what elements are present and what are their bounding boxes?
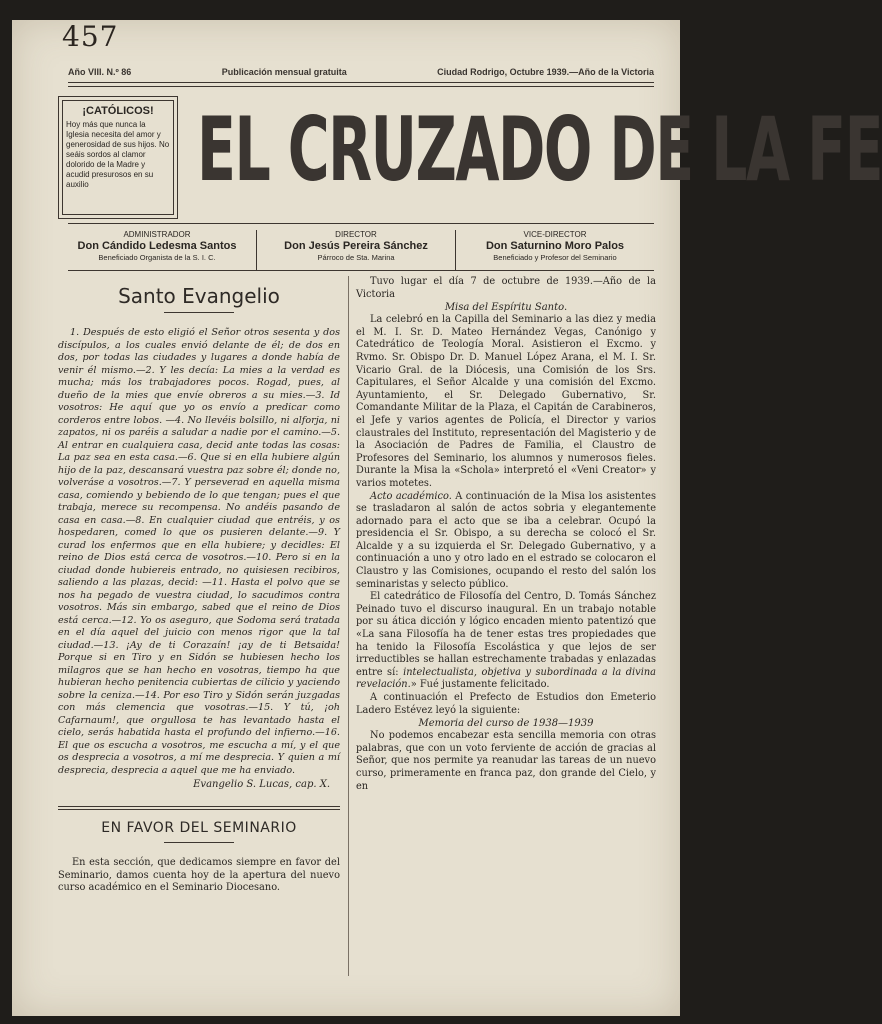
right-column	[356, 276, 656, 793]
mass-paragraph: La celebró en la Capilla del Seminario a las diez y media el M. I. Sr. D. Mateo Hernández Vegas, Canónigo y Catedrático de Teología Moral. Asistieron el Excmo. y Rvmo. Sr. Obispo Dr. D. Manuel López Arana, el M. I. Sr. Vicario Gral. de la Diócesis, una Comisión de los Srs. Capitulares, el Señor Alcalde y una comisión del Excmo. Ayuntamiento, el Sr. Delegado Gubernativo, Sr. Comandante Militar de la Plaza, el Capitán de Carabineros, el Jefe y varios agentes de Policía, el Director y varios claustrales del Instituto, representación del Magisterio y de la Asociación de Padres de Familia, el Claustro de Profesores del Seminario, los alumnos y numerosos fieles. Durante la Misa la «Schola» interpretó el «Veni Creator» y varios motetes.	[356, 314, 656, 489]
staff-desc: Párroco de Sta. Marina	[317, 253, 395, 262]
memoria-heading: Memoria del curso de 1938—1939	[418, 718, 594, 730]
issue-date: Ciudad Rodrigo, Octubre 1939.—Año de la Victoria	[437, 67, 654, 77]
left-column	[58, 276, 340, 895]
staff-top-rule	[68, 223, 654, 224]
gospel-title: Santo Evangelio	[118, 284, 280, 308]
publication-type: Publicación mensual gratuita	[221, 67, 347, 77]
staff-vice-director	[455, 230, 654, 270]
staff-role: ADMINISTRADOR	[123, 230, 191, 239]
staff-bottom-rule	[68, 270, 654, 271]
header-rule	[68, 82, 654, 83]
masthead-title: EL CRUZADO DE LA FE	[197, 98, 882, 201]
memoria-paragraph: No podemos encabezar esta sencilla memoria con otras palabras, que con un voto ferviente de acción de gracias al Señor, que nos permite ya reanudar las tareas de un nuevo curso, primeramente en franca paz, don grande del Cielo, y en	[356, 730, 656, 792]
notice-body: Hoy más que nunca la Iglesia necesita del amor y generosidad de sus hijos. No seáis sordos al clamor dolorido de la Madre y acudid presurosos en su auxilio	[66, 120, 170, 189]
header-rule-thin	[68, 86, 654, 87]
philosophy-paragraph	[356, 591, 656, 692]
philosophy-text-a: El catedrático de Filosofía del Centro, D. Tomás Sánchez Peinado tuvo el discurso inaugural. En un trabajo notable por su ática dicción y lógico encaden miento patentizó que «La sana Filosofía ha de tener estas tres propiedades que ha tenido la Filosofía Escolástica y que lejos de ser irreductibles se hallan estrechamente trabadas y enlazadas entre sí:	[356, 591, 656, 678]
staff-name: Don Cándido Ledesma Santos	[77, 240, 237, 252]
staff-name: Don Saturnino Moro Palos	[485, 240, 625, 252]
staff-director	[256, 230, 455, 270]
seminary-text: En esta sección, que dedicamos siempre en favor del Seminario, damos cuenta hoy de la apertura del nuevo curso académico en el Seminario Diocesano.	[58, 857, 340, 894]
section-double-rule	[58, 806, 340, 810]
staff-row	[58, 230, 654, 270]
staff-name: Don Jesús Pereira Sánchez	[284, 240, 428, 252]
handwritten-page-number: 457	[62, 20, 119, 53]
mass-heading: Misa del Espíritu Santo.	[444, 302, 568, 314]
prefect-paragraph: A continuación el Prefecto de Estudios don Emeterio Ladero Estévez leyó la siguiente:	[356, 692, 656, 716]
gospel-text: 1. Después de esto eligió el Señor otros sesenta y dos discípulos, a los cuales envió delante de él; de dos en dos, por todas las ciudades y lugares a donde había de venir él mismo.—2. Y les decía: La mies a la verdad es mucha; más los trabajadores pocos. Rogad, pues, al dueño de la mies que envíe obreros a su mies.—3. Id vosotros: He aquí que yo os envío a predicar como corderos entre lobos. —4. No llevéis bolsillo, ni alforja, ni zapatos, ni os paréis a saludar a nadie por el camino.—5. Al entrar en cualquiera casa, decid ante todas las cosas: La paz sea en esta casa.—6. Que si en ella hubiere algún hijo de la paz, descansará vuestra paz sobre él; donde no, volveráse a vosotros.—7. Y perseverad en aquella misma casa, comiendo y bebiendo de lo que tengan; pues el que trabaja, merece su recompensa. No andéis pasando de casa en casa.—8. En cualquier ciudad que entréis, y os hospedaren, comed lo que os pusieren delante.—9. Y curad los enfermos que en ella hubiere; y decidles: El reino de Dios está cerca de vosotros.—10. Pero si en la ciudad donde hubiereis entrado, no quisiesen recibiros, saliendo a las plazas, decid: —11. Hasta el polvo que se nos ha pegado de vuestra ciudad, lo sacudimos contra vosotros. Más sin embargo, sabed que el reino de Dios está cerca.—12. Yo os aseguro, que Sodoma será tratada en el día aquel del juicio con menos rigor que la tal ciudad.—13. ¡Ay de ti Corazaín! ¡ay de ti Betsaida! Porque si en Tiro y en Sidón se hubiesen hecho los milagros que se han hecho en vosotras, tiempo ha que hubieran hecho penitencia cubiertas de cilicio y yaciendo sobre la ceniza.—14. Por eso Tiro y Sidón serán juzgadas con más clemencia que vosotras.—15. Y tú, ¡oh Cafarnaum!, que orgullosa te has levantado hasta el cielo, serás habatida hasta el profundo del infierno.—16. El que os escucha a vosotros, me escucha a mí, y el que os desprecia a vosotros, a mí me desprecia. Y quien a mí desprecia, desprecia a aquel que me ha enviado.	[58, 327, 340, 776]
academic-act-text: A continuación de la Misa los asistentes se trasladaron al salón de actos sobria y elegantemente adornado para el acto que se iba a celebrar. Ocupó la presidencia el Sr. Obispo, a su derecha se colocó el Sr. Alcalde y a su izquierda el Sr. Delegado Gubernativo, y a continuación a uno y otro lado en el estrado se colocaron el Claustro y las Comisiones, ocupando el resto del salón los seminaristas y selecto público.	[356, 490, 656, 590]
academic-act-lead: Acto académico.	[370, 490, 452, 502]
staff-desc: Beneficiado y Profesor del Seminario	[493, 253, 617, 262]
catholics-notice-box	[58, 96, 178, 219]
academic-act-paragraph	[356, 491, 656, 592]
newspaper-page	[12, 20, 882, 1016]
philosophy-text-b: .» Fué justamente felicitado.	[407, 679, 550, 691]
gospel-title-rule	[164, 312, 234, 313]
staff-administrator	[58, 230, 256, 270]
seminary-title-rule	[164, 842, 234, 843]
staff-desc: Beneficiado Organista de la S. I. C.	[98, 253, 216, 262]
date-paragraph: Tuvo lugar el día 7 de octubre de 1939.—Año de la Victoria	[356, 276, 656, 300]
staff-role: DIRECTOR	[335, 230, 377, 239]
seminary-title: EN FAVOR DEL SEMINARIO	[101, 820, 297, 836]
philosophy-text-italic: intelectualista, objetiva y subordinada a la divina revelación	[356, 666, 657, 691]
column-divider	[348, 276, 349, 976]
staff-role: VICE-DIRECTOR	[523, 230, 587, 239]
gospel-signature: Evangelio S. Lucas, cap. X.	[193, 779, 330, 790]
issue-number: Año VIII. N.º 86	[68, 67, 132, 77]
notice-title: ¡CATÓLICOS!	[82, 105, 154, 117]
issue-info-line	[68, 67, 654, 77]
